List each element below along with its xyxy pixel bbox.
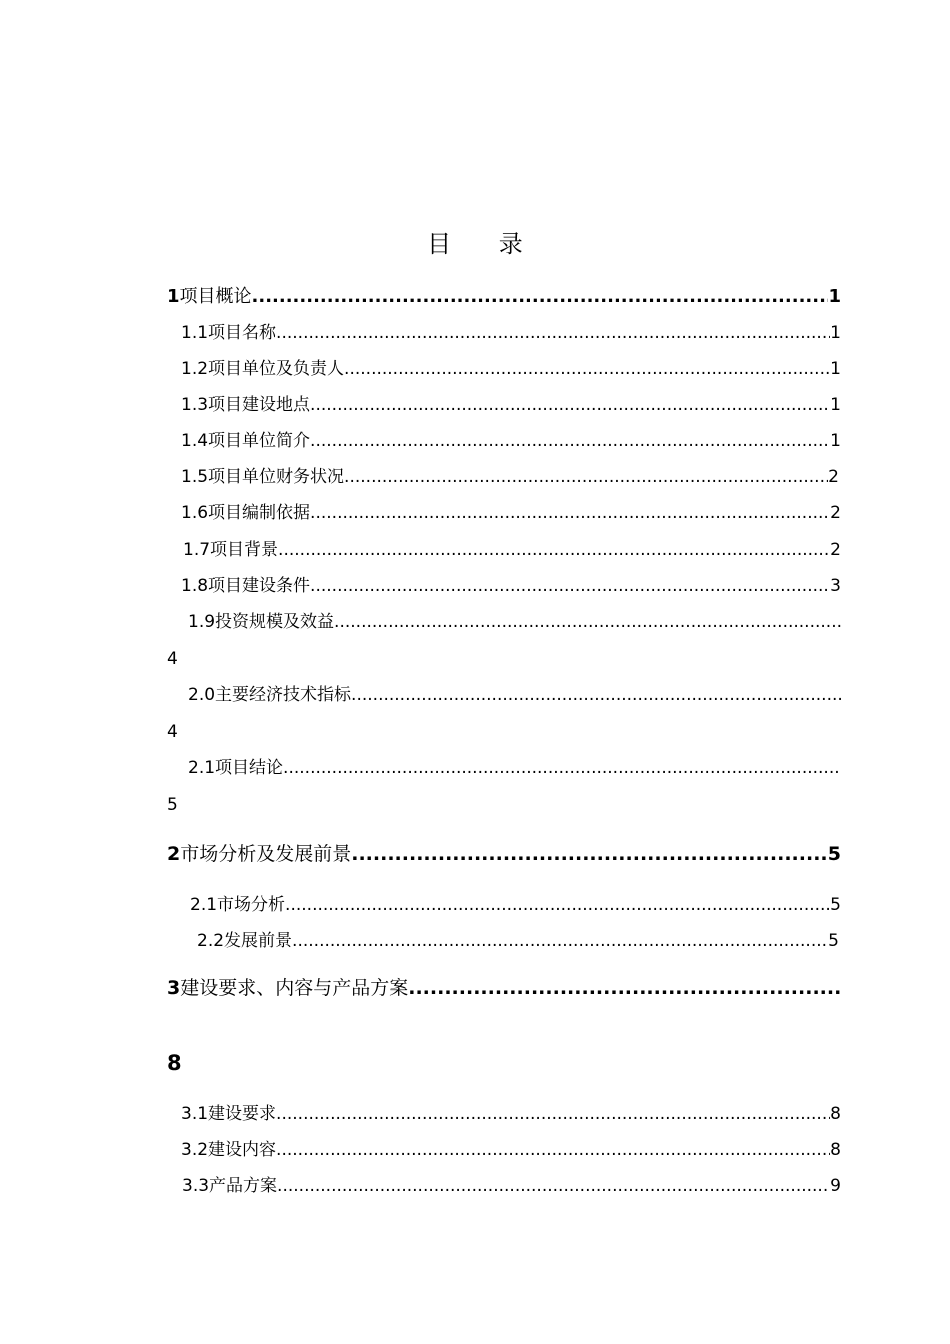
toc-entry-1-3[interactable] [181, 392, 841, 418]
toc-entry-text: 建设要求、内容与产品方案 [180, 977, 409, 999]
toc-entry-number: 1 [167, 286, 180, 307]
toc-entry-page: 1 [830, 395, 841, 415]
toc-leader-dots [276, 1137, 830, 1163]
toc-leader-dots [351, 682, 841, 708]
toc-entry-number: 1.6 [181, 503, 209, 523]
toc-entry-page[interactable]: 5 [167, 795, 178, 815]
toc-entry-text: 项目编制依据 [208, 503, 311, 523]
toc-entry-text: 项目单位简介 [208, 431, 311, 451]
toc-entry-text: 项目建设地点 [208, 395, 311, 415]
toc-entry-number: 2.0 [188, 685, 216, 705]
toc-entry-3-1[interactable] [181, 1101, 841, 1127]
toc-entry-number: 1.7 [183, 540, 211, 560]
toc-leader-dots [278, 537, 830, 563]
toc-entry-page: 1 [828, 286, 841, 307]
toc-entry-page: 1 [830, 431, 841, 451]
toc-entry-text: 项目名称 [208, 323, 277, 343]
toc-entry-text: 市场分析 [217, 895, 286, 915]
toc-entry-page: 1 [830, 359, 841, 379]
toc-entry-page: 8 [830, 1140, 841, 1160]
toc-entry-page: 9 [830, 1176, 841, 1196]
toc-entry-page: 2 [830, 503, 841, 523]
toc-entry-text: 项目单位及负责人 [208, 359, 345, 379]
toc-entry-text: 项目结论 [215, 758, 284, 778]
toc-entry-1-9[interactable] [188, 609, 841, 635]
toc-leader-dots [344, 464, 828, 490]
toc-leader-dots [252, 284, 829, 310]
toc-entry-number: 1.5 [181, 467, 209, 487]
toc-leader-dots [285, 892, 830, 918]
toc-entry-text: 项目建设条件 [208, 576, 311, 596]
toc-entry-page: 1 [830, 323, 841, 343]
toc-entry-2-0[interactable] [188, 682, 841, 708]
toc-entry-1-7[interactable] [183, 537, 841, 563]
toc-entry-number: 3 [167, 977, 181, 999]
toc-entry-page: 5 [828, 931, 839, 951]
toc-leader-dots [408, 974, 841, 1002]
toc-entry-text: 发展前景 [224, 931, 293, 951]
toc-entry-number: 2 [167, 843, 181, 865]
toc-leader-dots [276, 1101, 830, 1127]
toc-leader-dots [310, 392, 830, 418]
toc-entry-number: 1.9 [188, 612, 216, 632]
toc-entry-text: 主要经济技术指标 [215, 685, 352, 705]
toc-entry-page[interactable]: 4 [167, 722, 178, 742]
toc-entry-3-3[interactable] [182, 1173, 841, 1199]
toc-leader-dots [351, 840, 828, 868]
toc-entry-number: 3.3 [182, 1176, 210, 1196]
toc-entry-page: 2 [828, 467, 839, 487]
toc-entry-2-1[interactable] [190, 892, 841, 918]
toc-title: 目 录 [427, 230, 543, 258]
toc-entry-2-2[interactable] [197, 928, 839, 954]
toc-entry-number: 2.1 [188, 758, 216, 778]
toc-entry-3[interactable] [167, 974, 841, 1002]
toc-entry-text: 投资规模及效益 [215, 612, 335, 632]
toc-entry-3-2[interactable] [181, 1137, 841, 1163]
toc-leader-dots [277, 1173, 830, 1199]
toc-entry-number: 1.2 [181, 359, 209, 379]
toc-leader-dots [310, 500, 830, 526]
toc-leader-dots [344, 356, 830, 382]
toc-entry-1-8[interactable] [181, 573, 841, 599]
toc-entry-1-5[interactable] [181, 464, 839, 490]
toc-entry-text: 项目概论 [179, 286, 252, 307]
toc-leader-dots [283, 755, 841, 781]
toc-entry-1-6[interactable] [181, 500, 841, 526]
toc-leader-dots [276, 320, 830, 346]
toc-entry-number: 2.2 [197, 931, 225, 951]
toc-entry-text: 建设内容 [208, 1140, 277, 1160]
toc-entry-page: 2 [830, 540, 841, 560]
toc-entry-text: 产品方案 [209, 1176, 278, 1196]
toc-entry-page: 5 [830, 895, 841, 915]
toc-entry-text: 建设要求 [208, 1104, 277, 1124]
toc-entry-number: 1.8 [181, 576, 209, 596]
toc-entry-2-1-conclusion[interactable] [188, 755, 841, 781]
toc-entry-page[interactable]: 4 [167, 649, 178, 669]
toc-entry-1[interactable] [167, 284, 841, 310]
toc-entry-number: 1.1 [181, 323, 209, 343]
toc-entry-number: 2.1 [190, 895, 218, 915]
toc-leader-dots [310, 573, 830, 599]
toc-entry-1-1[interactable] [181, 320, 841, 346]
toc-entry-page: 8 [830, 1104, 841, 1124]
toc-entry-2[interactable] [167, 840, 841, 868]
toc-entry-1-4[interactable] [181, 428, 841, 454]
toc-entry-number: 3.2 [181, 1140, 209, 1160]
toc-entry-text: 市场分析及发展前景 [180, 843, 352, 865]
toc-leader-dots [334, 609, 841, 635]
toc-entry-1-2[interactable] [181, 356, 841, 382]
toc-leader-dots [310, 428, 830, 454]
toc-entry-page: 5 [827, 843, 841, 865]
toc-entry-number: 1.3 [181, 395, 209, 415]
toc-entry-text: 项目单位财务状况 [208, 467, 345, 487]
toc-entry-page[interactable]: 8 [167, 1051, 182, 1075]
toc-entry-text: 项目背景 [210, 540, 279, 560]
toc-entry-number: 1.4 [181, 431, 209, 451]
toc-entry-page: 3 [830, 576, 841, 596]
toc-leader-dots [292, 928, 828, 954]
toc-entry-number: 3.1 [181, 1104, 209, 1124]
